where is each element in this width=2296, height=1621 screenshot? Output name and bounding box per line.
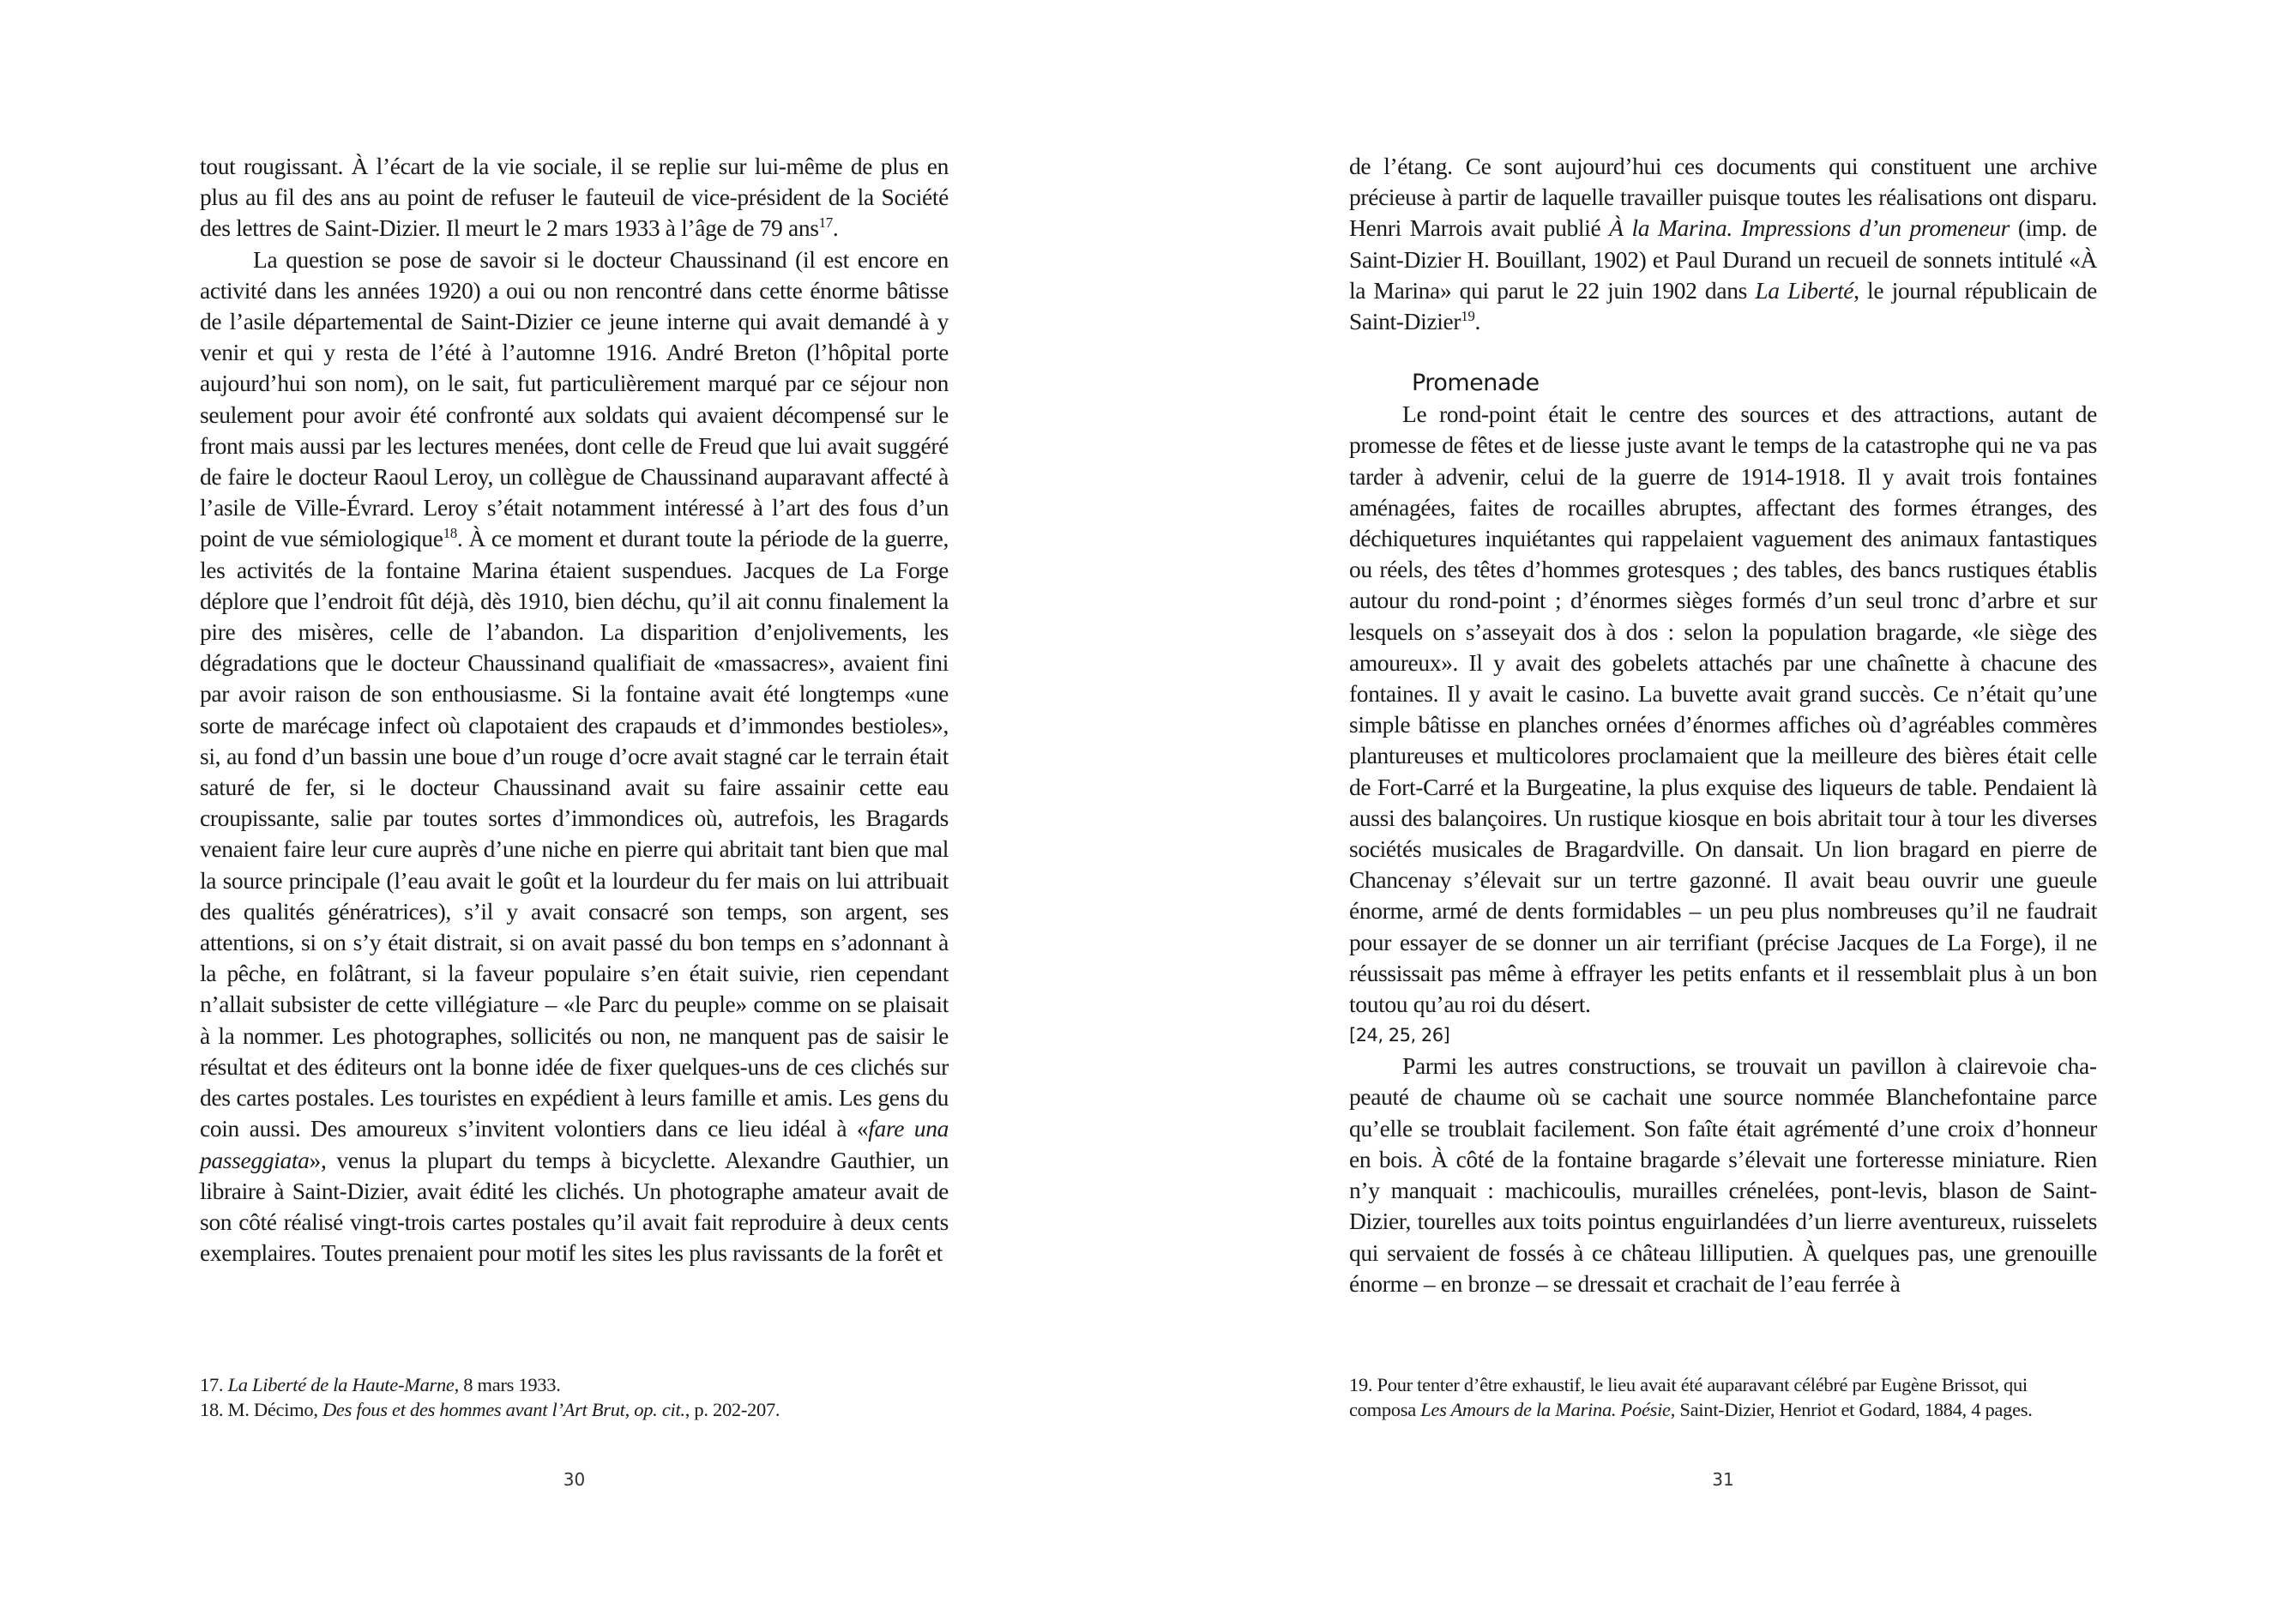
left-page-body xyxy=(200,151,949,1268)
italic-text: La Liberté xyxy=(1755,276,1854,304)
footnote-marker: 17 xyxy=(818,214,833,232)
paragraph: La question se pose de savoir si le docteur Chaussinand (il est encore en activité dans les années 1920) a oui ou non rencontré dans cette énorme bâtisse de l’asile départemental de Saint-Dizier ce jeune interne qui avait demandé à y venir et qui y resta de l’été à l’automne 1916. André Breton (l’hôpital porte aujourd’hui son nom), on le sait, fut particulièrement marqué par ce séjour non seulement pour avoir été confronté aux soldats qui avaient décompensé sur le front mais aussi par les lectures menées, dont celle de Freud que lui avait suggéré de faire le docteur Raoul Leroy, un collègue de Chaussinand auparavant affecté à l’asile de Ville-Évrard. Leroy s’était notamment intéressé à l’art des fous d’un point de vue sémiologique$^{18}$. À ce moment et durant toute la période de la guerre, les activités de la fontaine Marina étaient suspendues. Jacques de La Forge déplore que l’endroit fût déjà, dès 1910, bien déchu, qu’il ait connu finalement la pire des misères, celle de l’abandon. La disparition d’enjolivements, les dégradations que le docteur Chaussinand qualifiait de «massacres», avaient fini par avoir raison de son enthousiasme. Si la fontaine avait été longtemps «une sorte de marécage infect où clapotaient des crapauds et d’immondes bestioles», si, au fond d’un bassin une boue d’un rouge d’ocre avait stagné car le terrain était saturé de fer, si le docteur Chaussinand avait su faire assainir cette eau croupissante, salie par toutes sortes d’immondices où, autrefois, les Bragards venaient faire leur cure auprès d’une niche en pierre qui abritait tant bien que mal la source principale (l’eau avait le goût et la lourdeur du fer mais on lui attribuait des qualités génératrices), s’il y avait consacré son temps, son argent, ses attentions, si on s’y était distrait, si on avait passé du bon temps en s’adonnant à la pêche, en folâtrant, si la faveur populaire s’en était suivie, rien cependant n’allait subsister de cette villégiature – «le Parc du peuple» comme on se plaisait à la nommer. Les photographes, sollicités ou non, ne manquent pas de saisir le résultat et des éditeurs ont la bonne idée de fixer quelques-uns de ces clichés sur des cartes postales. Les touristes en expédient à leurs famille et amis. Les gens du coin aussi. Des amoureux s’invitent volontiers dans ce lieu idéal à «fare una passeggiata», venus la plupart du temps à bicyclette. Alexandre Gauthier, un libraire à Saint-Dizier, avait édité les clichés. Un photographe amateur avait de son côté réalisé vingt-trois cartes postales qu’il avait fait reproduire à deux cents exemplaires. Toutes prenaient pour motif les sites les plus ravissants de la forêt et xyxy=(200,245,949,1267)
footnote-marker: 19 xyxy=(1461,308,1475,325)
paragraph: de l’étang. Ce sont aujourd’hui ces documents qui constituent une archive précieuse à partir de laquelle travailler puisque toutes les réalisations ont disparu. Henri Marrois avait publié À la Marina. Impressions d’un promeneur (imp. de Saint-Dizier H. Bouillant, 1902) et Paul Durand un recueil de sonnets intitulé «À la Marina» qui parut le 22 juin 1902 dans La Liberté, le journal républicain de Saint-Dizier$^{19}$. xyxy=(1349,153,2097,335)
section-heading: Promenade xyxy=(1412,370,1540,397)
paragraph: Parmi les autres constructions, se trouvait un pavillon à clairevoie chapeauté de chaume où se cachait une source nommée Blanchefontaine parce qu’elle se troublait facilement. Son faîte était agrémenté d’une croix d’honneur en bois. À côté de la fontaine bragarde s’élevait une forteresse miniature. Rien n’y manquait : machicoulis, murailles crénelées, pont-levis, blason de Saint-Dizier, tourelles aux toits pointus enguirlandées d’un lierre aventureux, ruisselets qui servaient de fossés à ce château lilliputien. À quelques pas, une grenouille énorme – en bronze – se dressait et crachait de l’eau ferrée à xyxy=(1349,1052,2097,1297)
paragraph: Le rond-point était le centre des sources et des attractions, autant de promesse de fêtes et de liesse juste avant le temps de la catastrophe qui ne va pas tarder à advenir, celui de la guerre de 1914-1918. Il y avait trois fontaines aménagées, faites de rocailles abruptes, affectant des formes étranges, des déchiquetures inquiétantes qui rappelaient vaguement des animaux fantastiques ou réels, des têtes d’hommes grotesques ; des tables, des bancs rustiques établis autour du rond-point ; d’énormes sièges formés d’un seul tronc d’arbre et sur lesquels on s’asseyait dos à dos : selon la population bragarde, «le siège des amoureux». Il y avait des gobelets attachés par une chaînette à chacune des fontaines. Il y avait le casino. La buvette avait grand succès. Ce n’était qu’une simple bâtisse en planches ornées d’énormes affiches où d’agréables commères plantureuses et multicolores proclamaient que la meilleure des bières était celle de Fort-Carré et la Burgeatine, la plus exquise des liqueurs de table. Pendaient là aussi des balançoires. Un rustique kiosque en bois abritait tour à tour les diverses sociétés musicales de Bragardville. On dansait. Un lion bragard en pierre de Chancenay s’élevait sur un tertre gazonné. Il avait beau ouvrir une gueule énorme, armé de dents formidables – un peu plus nombreuses qu’il ne faudrait pour essayer de se donner un air terrifiant (précise Jacques de La Forge), il ne réussissait pas même à effrayer les petits enfants et il ressemblait plus à un bon toutou qu’au roi du désert. xyxy=(1349,401,2097,1018)
italic-text: La Liberté de la Haute-Marne xyxy=(227,1374,455,1395)
paragraph: tout rougissant. À l’écart de la vie sociale, il se replie sur lui-même de plus en plus au fil des ans au point de refuser le fauteuil de vice-président de la Société des lettres de Saint-Dizier. Il meurt le 2 mars 1933 à l’âge de 79 ans$^{17}$. xyxy=(200,153,949,242)
figure-reference: [24, 25, 26] xyxy=(1349,1025,1450,1046)
footnote-19: 19. Pour tenter d’être exhaustif, le lieu avait été auparavant célébré par Eugène Brissot, qui composa Les Amours de la Marina. Poésie, Saint-Dizier, Henriot et Godard, 1884, 4 pages. xyxy=(1349,1374,2033,1420)
page-number: 31 xyxy=(1712,1469,1734,1490)
footnote-18: 18. M. Décimo, Des fous et des hommes avant l’Art Brut, op. cit., p. 202-207. xyxy=(200,1399,780,1420)
footnote-marker: 18 xyxy=(443,525,457,542)
page-number: 30 xyxy=(563,1469,586,1490)
right-page-footnotes xyxy=(1349,1372,2097,1422)
right-page xyxy=(1349,0,2097,1621)
left-page-footnotes xyxy=(200,1372,949,1422)
footnote-17: 17. La Liberté de la Haute-Marne, 8 mars 1933. xyxy=(200,1374,561,1395)
italic-text: fare una passeggiata xyxy=(200,1115,949,1173)
italic-text: Des fous et des hommes avant l’Art Brut xyxy=(322,1399,625,1420)
italic-text: Les Amours de la Marina. Poésie xyxy=(1420,1399,1671,1420)
italic-text: À la Marina. Impressions d’un promeneur xyxy=(1609,214,2010,242)
left-page xyxy=(200,0,949,1621)
right-page-body xyxy=(1349,151,2097,1299)
italic-text: op. cit. xyxy=(634,1399,685,1420)
